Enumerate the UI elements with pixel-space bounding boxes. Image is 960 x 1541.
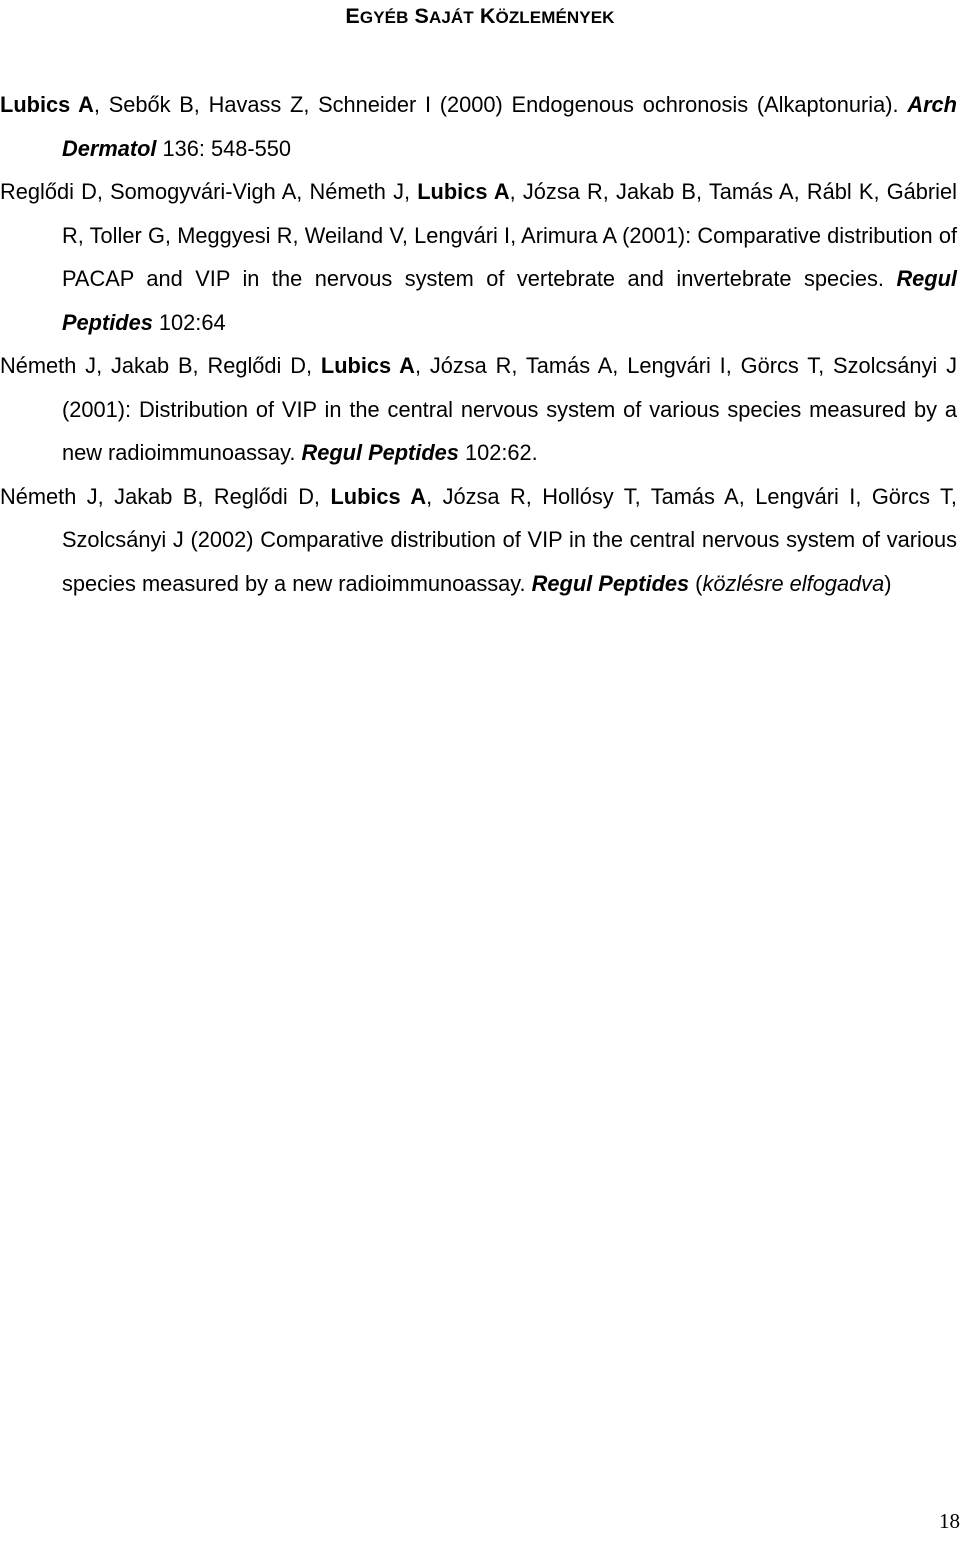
reference-authors-title: , Józsa R, Tamás A, Lengvári I, Görcs T, Szolcsányi J (2001): Distribution of VIP in the central nervous system of various species measured by a new radioimmunoassay. (62, 353, 957, 465)
section-heading (0, 2, 960, 32)
reference-volume-pages: 102:62. (458, 440, 538, 465)
reference-authors-title: , Sebők B, Havass Z, Schneider I (2000) Endogenous ochronosis (Alkaptonuria). (93, 92, 908, 117)
journal-name: Regul Peptides (301, 440, 459, 465)
page-number: 18 (939, 1509, 960, 1533)
reference-volume-pages: 102:64 (152, 309, 226, 335)
reference-item (0, 83, 957, 170)
journal-name: Regul Peptides (531, 570, 690, 596)
heading-word-kozlemenyek-initial: K (479, 4, 496, 28)
journal-name: Regul Peptides (62, 266, 957, 335)
heading-word-sajat-initial: S (414, 4, 429, 28)
reference-authors-before: Reglődi D, Somogyvári-Vigh A, Németh J, (0, 179, 418, 204)
heading-word-egyeb-initial: E (345, 4, 360, 28)
heading-word-kozlemenyek-rest: ÖZLEMÉNYEK (495, 8, 615, 27)
journal-name: Arch Dermatol (62, 92, 957, 161)
reference-status-close: ) (884, 570, 892, 596)
heading-word-egyeb-rest: GYÉB (359, 8, 409, 27)
reference-status-open: ( (689, 570, 703, 596)
publication-status: közlésre elfogadva (702, 570, 885, 596)
reference-volume-pages: 136: 548-550 (156, 135, 292, 161)
reference-item (0, 170, 957, 344)
reference-authors-before: Németh J, Jakab B, Reglődi D, (0, 483, 331, 509)
highlighted-author: Lubics A (417, 179, 510, 204)
reference-item (0, 475, 957, 606)
heading-word-sajat-rest: AJÁT (428, 8, 474, 27)
reference-authors-title: , Józsa R, Jakab B, Tamás A, Rábl K, Gábriel R, Toller G, Meggyesi R, Weiland V, Lengvári I, Arimura A (2001): Comparative distribution of PACAP and VIP in the nervous system of vertebrate and invertebrate species. (62, 179, 957, 291)
reference-list (0, 83, 957, 605)
reference-authors-before: Németh J, Jakab B, Reglődi D, (0, 353, 321, 378)
reference-authors-title: , Józsa R, Hollósy T, Tamás A, Lengvári I, Görcs T, Szolcsányi J (2002) Comparative distribution of VIP in the central nervous system of various species measured by a new radioimmunoassay. (62, 483, 957, 596)
highlighted-author: Lubics A (330, 483, 427, 509)
highlighted-author: Lubics A (320, 353, 415, 378)
highlighted-author: Lubics A (0, 92, 94, 117)
reference-item (0, 344, 957, 475)
